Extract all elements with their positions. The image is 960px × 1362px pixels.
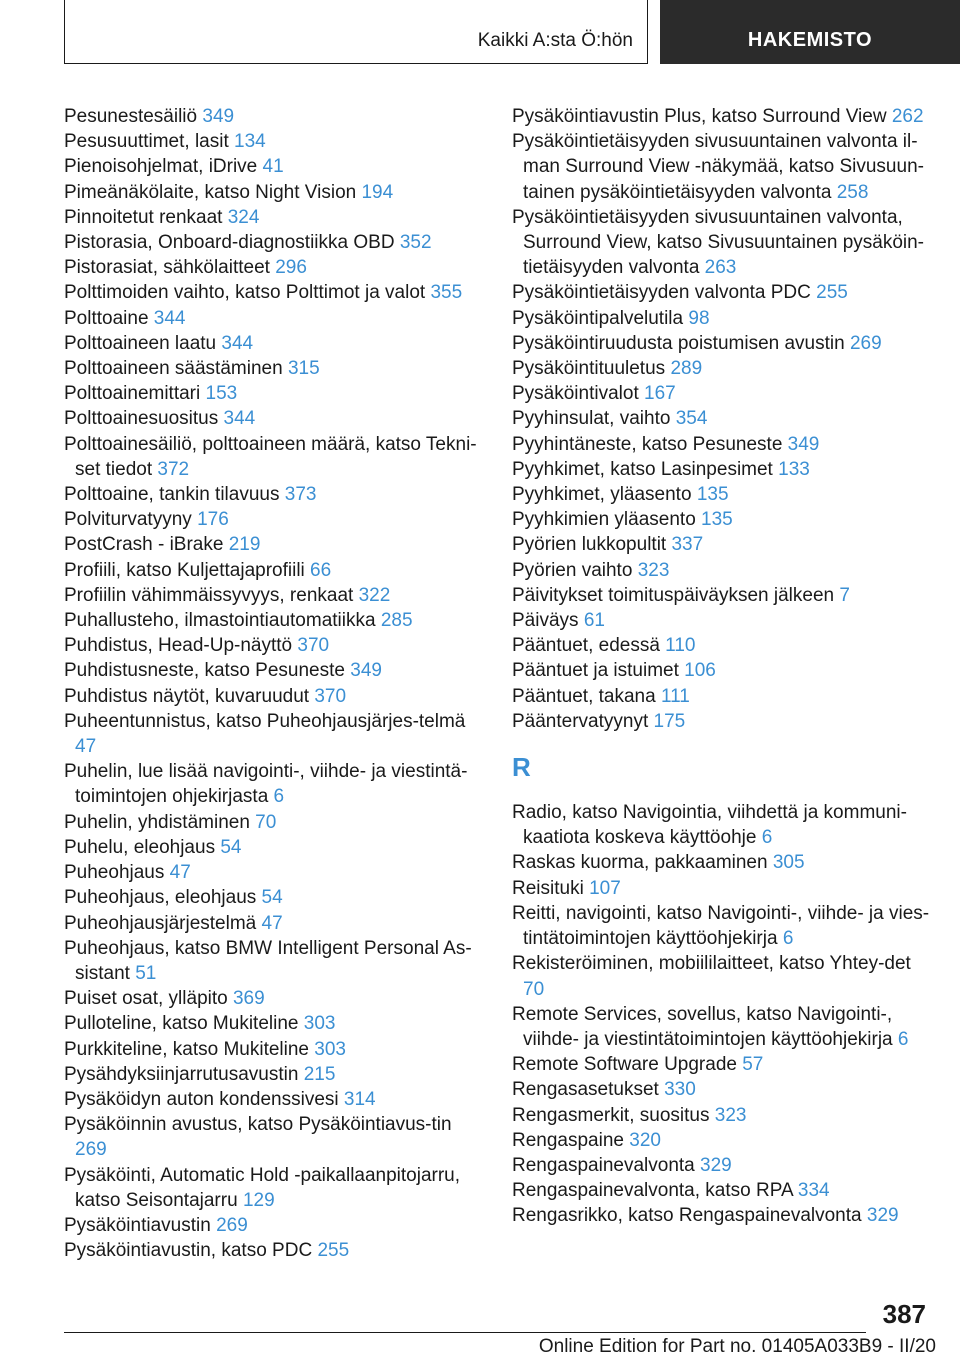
index-entry-page-link[interactable]: 135 bbox=[696, 484, 729, 506]
index-entry-text: Remote Software Upgrade bbox=[512, 1054, 737, 1076]
index-entry-text: Päivitykset toimituspäiväyksen jälkeen bbox=[512, 584, 835, 606]
index-entry-text: Puhdistus, Head-Up-näyttö bbox=[64, 635, 293, 657]
index-entry[interactable] bbox=[64, 911, 484, 936]
index-entry-page-link[interactable]: 194 bbox=[361, 181, 394, 203]
index-entry-text: Pääntuet ja istuimet bbox=[512, 660, 679, 682]
index-entry[interactable] bbox=[512, 532, 932, 557]
index-entry[interactable] bbox=[512, 205, 932, 281]
index-entry-page-link[interactable]: 51 bbox=[135, 962, 157, 984]
index-entry[interactable] bbox=[64, 558, 484, 583]
index-entry-text: Päiväys bbox=[512, 610, 579, 632]
index-entry[interactable] bbox=[64, 406, 484, 431]
index-entry-page-link[interactable]: 305 bbox=[772, 852, 805, 874]
index-entry-text: Reisituki bbox=[512, 877, 584, 899]
page-number: 387 bbox=[882, 1299, 926, 1329]
index-entry[interactable] bbox=[512, 850, 932, 875]
index-entry-page-link[interactable]: 110 bbox=[665, 635, 696, 657]
index-entry-text: Pyyhkimet, yläasento bbox=[512, 484, 692, 506]
index-entry[interactable] bbox=[512, 800, 932, 850]
index-entry-page-link[interactable]: 263 bbox=[704, 257, 737, 279]
index-entry-page-link[interactable]: 370 bbox=[297, 635, 330, 657]
index-entry-text: Pinnoitetut renkaat bbox=[64, 206, 223, 228]
index-entry-text: Polviturvatyyny bbox=[64, 509, 192, 531]
index-entry-page-link[interactable]: 175 bbox=[653, 710, 686, 732]
index-entry-page-link[interactable]: 111 bbox=[660, 685, 690, 707]
index-entry-text: Puhdistusneste, katso Pesuneste bbox=[64, 660, 345, 682]
index-entry-text: Polttoainesuositus bbox=[64, 408, 219, 430]
index-entry-text: Pysäköidyn auton kondenssivesi bbox=[64, 1088, 339, 1110]
index-entry[interactable] bbox=[64, 532, 484, 557]
index-entry[interactable] bbox=[512, 1128, 932, 1153]
index-entry-page-link[interactable]: 70 bbox=[523, 978, 545, 1000]
index-entry[interactable] bbox=[512, 1153, 932, 1178]
index-entry-page-link[interactable]: 6 bbox=[761, 827, 773, 849]
index-entry-text: Puheohjaus, eleohjaus bbox=[64, 887, 257, 909]
index-entry-text: Rengaspainevalvonta bbox=[512, 1154, 695, 1176]
index-entry[interactable] bbox=[512, 1203, 932, 1228]
index-entry-text: Rengaspainevalvonta, katso RPA bbox=[512, 1180, 793, 1202]
index-entry[interactable] bbox=[64, 280, 484, 305]
index-entry[interactable] bbox=[512, 951, 932, 1001]
index-entry[interactable] bbox=[64, 507, 484, 532]
index-column-left bbox=[64, 104, 484, 1263]
index-entry-text: Radio, katso Navigointia, viihdettä ja kommuni‐kaatiota koskeva käyttöohje bbox=[512, 802, 907, 849]
index-entry-page-link[interactable]: 329 bbox=[700, 1154, 732, 1176]
index-entry-page-link[interactable]: 98 bbox=[688, 307, 710, 329]
index-entry-page-link[interactable]: 303 bbox=[314, 1038, 346, 1060]
index-entry-text: Pesusuuttimet, lasit bbox=[64, 131, 229, 153]
index-entry-text: Polttimoiden vaihto, katso Polttimot ja valot bbox=[64, 282, 426, 304]
index-entry-text: Pistorasia, Onboard-diagnostiikka OBD bbox=[64, 232, 395, 254]
index-entry-page-link[interactable]: 41 bbox=[262, 156, 284, 178]
index-entry-text: Rekisteröiminen, mobiililaitteet, katso Yhtey‐det bbox=[512, 953, 911, 975]
index-entry-text: Puhelu, eleohjaus bbox=[64, 836, 216, 858]
index-entry-page-link[interactable]: 344 bbox=[223, 408, 256, 430]
index-entry-page-link[interactable]: 330 bbox=[664, 1079, 696, 1101]
index-entry[interactable] bbox=[512, 507, 932, 532]
index-entry[interactable] bbox=[512, 633, 932, 658]
index-entry-text: Pyyhintäneste, katso Pesuneste bbox=[512, 433, 783, 455]
index-entry-page-link[interactable]: 324 bbox=[227, 206, 260, 228]
index-entry[interactable] bbox=[64, 759, 484, 809]
index-entry-page-link[interactable]: 54 bbox=[220, 836, 242, 858]
index-entry[interactable] bbox=[512, 1103, 932, 1128]
index-entry-page-link[interactable]: 315 bbox=[287, 358, 320, 380]
index-entry-text: Pääntuet, edessä bbox=[512, 635, 660, 657]
index-entry-page-link[interactable]: 57 bbox=[742, 1054, 764, 1076]
footer-divider bbox=[64, 1332, 866, 1333]
index-entry-page-link[interactable]: 7 bbox=[839, 584, 850, 606]
index-column-right bbox=[512, 104, 932, 1229]
index-entry[interactable] bbox=[64, 885, 484, 910]
index-entry-text: Pyyhkimien yläasento bbox=[512, 509, 696, 531]
index-entry-page-link[interactable]: 107 bbox=[589, 877, 621, 899]
index-entry-text: Puheentunnistus, katso Puheohjausjärjes‐telmä bbox=[64, 710, 466, 732]
index-entry[interactable] bbox=[64, 810, 484, 835]
index-entry-text: Pääntuet, takana bbox=[512, 685, 656, 707]
index-entry-page-link[interactable]: 349 bbox=[787, 433, 820, 455]
index-group-p bbox=[512, 104, 932, 734]
index-entry-text: Polttoaine, tankin tilavuus bbox=[64, 484, 280, 506]
index-entry-text: Pysäköintiavustin, katso PDC bbox=[64, 1240, 313, 1262]
index-entry-text: Polttoaine bbox=[64, 307, 149, 329]
index-entry[interactable] bbox=[64, 230, 484, 255]
index-entry-text: Pysäköintiavustin bbox=[64, 1214, 211, 1236]
index-entry-page-link[interactable]: 349 bbox=[350, 660, 382, 682]
index-entry-text: PostCrash - iBrake bbox=[64, 534, 224, 556]
index-entry-text: Remote Services, sovellus, katso Navigointi-, viihde- ja viestintätoimintojen käyttöohjekirja bbox=[512, 1003, 893, 1050]
index-entry-page-link[interactable]: 334 bbox=[797, 1180, 830, 1202]
index-entry[interactable] bbox=[64, 255, 484, 280]
index-entry-page-link[interactable]: 323 bbox=[714, 1104, 747, 1126]
index-entry-text: Pysäköintietäisyyden valvonta PDC bbox=[512, 282, 811, 304]
index-entry-text: Pysäköintietäisyyden sivusuuntainen valvonta, Surround View, katso Sivusuuntainen pysäköin‐tietäisyyden valvonta bbox=[512, 206, 925, 279]
index-entry-page-link[interactable]: 344 bbox=[221, 332, 254, 354]
index-entry-page-link[interactable]: 329 bbox=[866, 1205, 899, 1227]
index-entry-text: Pysäköintivalot bbox=[512, 383, 639, 405]
index-entry[interactable] bbox=[64, 1163, 484, 1213]
index-entry[interactable] bbox=[512, 356, 932, 381]
index-entry-page-link[interactable]: 6 bbox=[273, 786, 285, 808]
index-tab[interactable] bbox=[660, 0, 960, 64]
index-entry-text: Pysäköintietäisyyden sivusuuntainen valvonta il‐man Surround View -näkymää, katso Sivusuun‐tainen pysäköintietäisyyden valvonta bbox=[512, 131, 924, 203]
index-entry-text: Pistorasiat, sähkölaitteet bbox=[64, 257, 270, 279]
index-entry-text: Pysähdyksiinjarrutusavustin bbox=[64, 1063, 299, 1085]
index-entry-page-link[interactable]: 269 bbox=[216, 1214, 248, 1236]
index-entry-text: Puhelin, lue lisää navigointi-, viihde- ja viestintä‐toimintojen ohjekirjasta bbox=[64, 761, 468, 808]
index-entry[interactable] bbox=[512, 331, 932, 356]
index-entry-text: Pesunestesäiliö bbox=[64, 106, 198, 127]
index-entry-page-link[interactable]: 349 bbox=[202, 106, 235, 127]
index-entry-page-link[interactable]: 134 bbox=[234, 131, 266, 153]
index-entry-page-link[interactable]: 269 bbox=[849, 332, 882, 354]
index-entry[interactable] bbox=[64, 1112, 484, 1162]
index-entry[interactable] bbox=[64, 129, 484, 154]
index-entry-page-link[interactable]: 285 bbox=[380, 610, 413, 632]
index-entry[interactable] bbox=[64, 1213, 484, 1238]
index-entry[interactable] bbox=[64, 684, 484, 709]
index-entry-text: Rengasasetukset bbox=[512, 1079, 659, 1101]
index-entry[interactable] bbox=[512, 406, 932, 431]
index-entry-page-link[interactable]: 352 bbox=[399, 232, 432, 254]
index-entry-page-link[interactable]: 129 bbox=[242, 1189, 275, 1211]
section-link[interactable]: Kaikki A:sta Ö:hön bbox=[477, 30, 633, 51]
index-entry[interactable] bbox=[64, 658, 484, 683]
index-entry-page-link[interactable]: 6 bbox=[897, 1028, 909, 1050]
index-entry[interactable] bbox=[64, 356, 484, 381]
index-entry-page-link[interactable]: 153 bbox=[205, 383, 238, 405]
index-entry[interactable] bbox=[64, 709, 484, 759]
index-entry-text: Pysäköintiruudusta poistumisen avustin bbox=[512, 332, 845, 354]
index-entry-text: Pysäköinti, Automatic Hold -paikallaanpitojarru, katso Seisontajarru bbox=[64, 1164, 461, 1211]
index-entry-page-link[interactable]: 322 bbox=[358, 584, 391, 606]
index-entry[interactable] bbox=[512, 658, 932, 683]
index-entry-page-link[interactable]: 372 bbox=[157, 458, 190, 480]
index-entry[interactable] bbox=[512, 876, 932, 901]
index-group-r bbox=[512, 800, 932, 1228]
index-entry[interactable] bbox=[64, 1037, 484, 1062]
index-entry-text: Profiili, katso Kuljettajaprofiili bbox=[64, 559, 305, 581]
index-entry[interactable] bbox=[64, 936, 484, 986]
index-entry-text: Profiilin vähimmäissyvyys, renkaat bbox=[64, 584, 354, 606]
index-entry[interactable] bbox=[64, 331, 484, 356]
index-entry[interactable] bbox=[512, 901, 932, 951]
index-entry-page-link[interactable]: 344 bbox=[153, 307, 186, 329]
index-entry-page-link[interactable]: 61 bbox=[583, 610, 605, 632]
index-entry-page-link[interactable]: 219 bbox=[228, 534, 261, 556]
index-entry-page-link[interactable]: 370 bbox=[314, 685, 347, 707]
index-entry[interactable] bbox=[512, 432, 932, 457]
index-entry-text: Pysäköintipalvelutila bbox=[512, 307, 684, 329]
index-entry-page-link[interactable]: 176 bbox=[197, 509, 229, 531]
index-entry-text: Pyörien lukkopultit bbox=[512, 534, 667, 556]
index-entry[interactable] bbox=[64, 306, 484, 331]
index-entry-text: Puheohjausjärjestelmä bbox=[64, 912, 257, 934]
index-entry[interactable] bbox=[512, 684, 932, 709]
index-entry-page-link[interactable]: 135 bbox=[701, 509, 733, 531]
index-tab-label: HAKEMISTO bbox=[747, 29, 873, 51]
index-entry[interactable] bbox=[512, 482, 932, 507]
index-entry-text: Reitti, navigointi, katso Navigointi-, viihde- ja vies‐tintätoimintojen käyttöohjekirja bbox=[512, 902, 930, 950]
index-entry-text: Puhelin, yhdistäminen bbox=[64, 811, 250, 833]
index-entry-page-link[interactable]: 258 bbox=[836, 181, 869, 203]
index-entry[interactable] bbox=[64, 583, 484, 608]
index-entry-page-link[interactable]: 373 bbox=[284, 484, 317, 506]
index-entry-text: Pysäköinnin avustus, katso Pysäköintiavus‐tin bbox=[64, 1114, 452, 1136]
index-entry[interactable] bbox=[64, 104, 484, 129]
index-entry-text: Polttoaineen säästäminen bbox=[64, 358, 283, 380]
index-entry-page-link[interactable]: 255 bbox=[816, 282, 848, 304]
index-entry-page-link[interactable]: 296 bbox=[275, 257, 307, 279]
index-entry[interactable] bbox=[64, 1087, 484, 1112]
index-entry[interactable] bbox=[512, 709, 932, 734]
index-entry-text: Pimeänäkölaite, katso Night Vision bbox=[64, 181, 357, 203]
index-entry[interactable] bbox=[512, 457, 932, 482]
index-entry[interactable] bbox=[512, 306, 932, 331]
index-entry[interactable] bbox=[64, 205, 484, 230]
index-entry[interactable] bbox=[512, 1002, 932, 1052]
index-entry-page-link[interactable]: 106 bbox=[684, 660, 716, 682]
index-entry[interactable] bbox=[512, 1178, 932, 1203]
index-entry-text: Puheohjaus, katso BMW Intelligent Personal As‐sistant bbox=[64, 937, 472, 984]
index-entry[interactable] bbox=[64, 986, 484, 1011]
index-entry-page-link[interactable]: 47 bbox=[169, 862, 191, 884]
index-entry-page-link[interactable]: 355 bbox=[430, 282, 463, 304]
index-entry-text: Pääntervatyynyt bbox=[512, 710, 649, 732]
index-entry-page-link[interactable]: 314 bbox=[343, 1088, 376, 1110]
index-entry-text: Puheohjaus bbox=[64, 862, 165, 884]
index-entry-page-link[interactable]: 133 bbox=[778, 458, 810, 480]
index-entry-page-link[interactable]: 323 bbox=[637, 559, 670, 581]
index-entry[interactable] bbox=[64, 482, 484, 507]
index-entry-text: Puhallusteho, ilmastointiautomatiikka bbox=[64, 610, 376, 632]
index-entry-text: Pysäköintiavustin Plus, katso Surround View bbox=[512, 106, 887, 127]
index-entry-text: Purkkiteline, katso Mukiteline bbox=[64, 1038, 309, 1060]
header-section-tab bbox=[64, 0, 648, 64]
index-entry-text: Pyyhinsulat, vaihto bbox=[512, 408, 671, 430]
index-entry[interactable] bbox=[64, 1062, 484, 1087]
index-entry-page-link[interactable]: 70 bbox=[255, 811, 277, 833]
index-entry-text: Pyyhkimet, katso Lasinpesimet bbox=[512, 458, 773, 480]
index-entry-text: Polttoaineen laatu bbox=[64, 332, 217, 354]
index-entry-page-link[interactable]: 47 bbox=[75, 736, 97, 758]
index-entry-text: Rengasmerkit, suositus bbox=[512, 1104, 710, 1126]
index-entry-page-link[interactable]: 269 bbox=[75, 1139, 107, 1161]
index-entry[interactable] bbox=[512, 1052, 932, 1077]
index-entry-page-link[interactable]: 66 bbox=[310, 559, 332, 581]
index-entry[interactable] bbox=[64, 633, 484, 658]
index-entry-page-link[interactable]: 303 bbox=[303, 1013, 336, 1035]
index-entry-page-link[interactable]: 354 bbox=[675, 408, 708, 430]
index-entry-text: Pysäköintituuletus bbox=[512, 358, 666, 380]
index-entry-text: Rengaspaine bbox=[512, 1129, 624, 1151]
index-entry-text: Rengasrikko, katso Rengaspainevalvonta bbox=[512, 1205, 862, 1227]
index-entry-text: Polttoainemittari bbox=[64, 383, 201, 405]
index-entry[interactable] bbox=[64, 432, 484, 482]
index-entry-page-link[interactable]: 54 bbox=[261, 887, 283, 909]
index-entry[interactable] bbox=[512, 381, 932, 406]
index-entry-page-link[interactable]: 320 bbox=[629, 1129, 661, 1151]
index-entry-page-link[interactable]: 167 bbox=[644, 383, 676, 405]
index-entry[interactable] bbox=[512, 280, 932, 305]
index-entry[interactable] bbox=[512, 583, 932, 608]
index-entry[interactable] bbox=[512, 558, 932, 583]
index-entry-page-link[interactable]: 6 bbox=[782, 928, 794, 950]
index-entry-page-link[interactable]: 47 bbox=[261, 912, 283, 934]
index-entry[interactable] bbox=[64, 154, 484, 179]
index-entry[interactable] bbox=[64, 381, 484, 406]
index-entry-page-link[interactable]: 255 bbox=[317, 1240, 350, 1262]
index-entry-text: Pyörien vaihto bbox=[512, 559, 633, 581]
index-entry-text: Raskas kuorma, pakkaaminen bbox=[512, 852, 768, 874]
index-entry[interactable] bbox=[64, 860, 484, 885]
index-entry-text: Polttoainesäiliö, polttoaineen määrä, katso Tekni‐set tiedot bbox=[64, 433, 477, 480]
index-entry-page-link[interactable]: 337 bbox=[671, 534, 704, 556]
index-entry[interactable] bbox=[64, 835, 484, 860]
footer-edition-text: Online Edition for Part no. 01405A033B9 - II/20 bbox=[538, 1336, 936, 1357]
index-entry-text: Pienoisohjelmat, iDrive bbox=[64, 156, 258, 178]
index-entry-page-link[interactable]: 215 bbox=[303, 1063, 336, 1085]
index-entry[interactable] bbox=[512, 1077, 932, 1102]
index-entry-page-link[interactable]: 369 bbox=[232, 988, 265, 1010]
index-entry[interactable] bbox=[64, 1238, 484, 1263]
index-entry-text: Puiset osat, ylläpito bbox=[64, 988, 228, 1010]
index-entry-text: Puhdistus näytöt, kuvaruudut bbox=[64, 685, 310, 707]
index-entry[interactable] bbox=[512, 129, 932, 205]
index-entry[interactable] bbox=[64, 1011, 484, 1036]
index-entry-page-link[interactable]: 289 bbox=[670, 358, 703, 380]
index-entry[interactable] bbox=[512, 104, 932, 129]
index-entry[interactable] bbox=[64, 180, 484, 205]
index-entry[interactable] bbox=[512, 608, 932, 633]
index-entry-text: Pulloteline, katso Mukiteline bbox=[64, 1013, 299, 1035]
index-entry[interactable] bbox=[64, 608, 484, 633]
section-letter-heading: R bbox=[512, 752, 531, 783]
index-entry-page-link[interactable]: 262 bbox=[891, 106, 924, 127]
